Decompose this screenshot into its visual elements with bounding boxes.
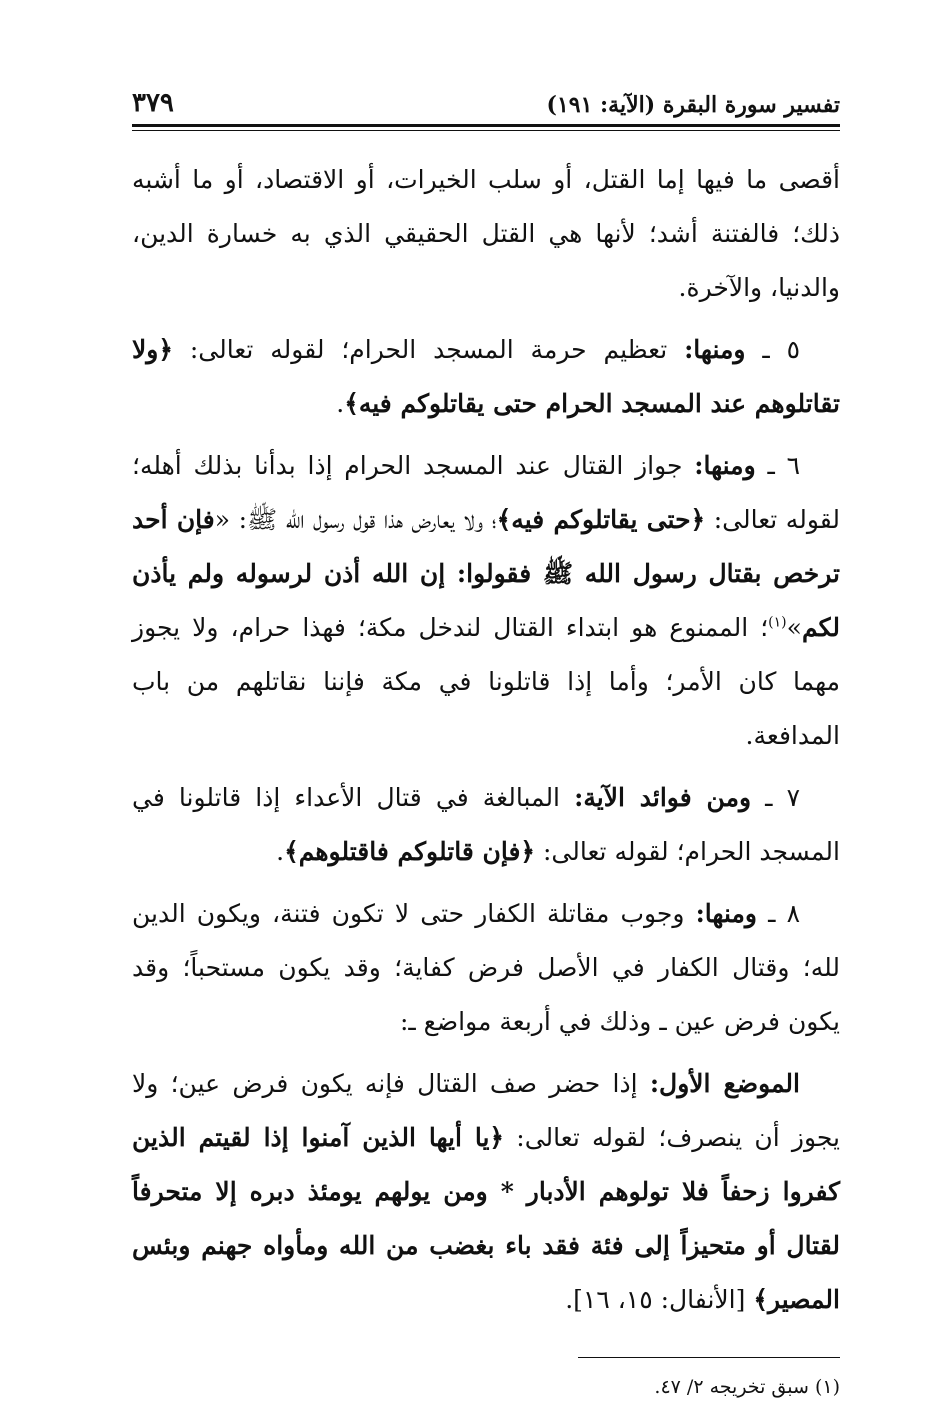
text-segment: ؛ الممنوع هو ابتداء القتال لندخل مكة؛ فهذا حرام، ولا يجوز مهما كان الأمر؛ وأما إذا قاتلونا في مكة فإننا نقاتلهم من باب المدافعة. — [132, 613, 840, 750]
paragraph-p1 — [132, 153, 840, 315]
bold-text-segment: ومن فوائد الآية: — [574, 783, 752, 812]
text-segment: ٥ ـ — [745, 335, 800, 364]
text-segment: . — [336, 389, 345, 418]
header-rule-thin — [132, 130, 840, 131]
footnote: (١) سبق تخريجه ٢/ ٤٧. — [654, 1376, 840, 1398]
bold-text-segment: ﴿حتى يقاتلوكم فيه﴾ — [496, 505, 706, 534]
text-segment: ؛ ولا يعارض هذا قول رسول الله ﷺ: « — [214, 505, 497, 534]
text-segment: ٧ ـ — [751, 783, 801, 812]
bold-text-segment: ﴿ولا تقاتلوهم عند المسجد الحرام حتى يقاتلوكم فيه﴾ — [132, 335, 840, 418]
text-segment: » — [786, 613, 802, 642]
bold-text-segment: ومنها: — [694, 451, 756, 480]
paragraph-p7 — [132, 771, 840, 879]
running-title: تفسير سورة البقرة (الآية: ١٩١) — [546, 92, 840, 118]
text-segment: . — [276, 837, 285, 866]
text-segment: ٦ ـ — [755, 451, 800, 480]
book-page — [132, 78, 840, 1402]
bold-text-segment: ومنها: — [695, 899, 757, 928]
text-segment: المبالغة في قتال الأعداء إذا قاتلونا في المسجد الحرام؛ لقوله تعالى: — [132, 783, 840, 866]
page-number: ٣٧٩ — [132, 88, 174, 118]
footnote-marker: (١) — [768, 614, 787, 631]
text-segment: تعظيم حرمة المسجد الحرام؛ لقوله تعالى: — [172, 335, 685, 364]
text-segment: أقصى ما فيها إما القتل، أو سلب الخيرات، أو الاقتصاد، أو ما أشبه ذلك؛ فالفتنة أشد؛ لأنها هي القتل الحقيقي الذي به خسارة الدين، والدنيا، والآخرة. — [132, 165, 840, 302]
text-segment: ٨ ـ — [756, 899, 800, 928]
bold-text-segment: الموضع الأول: — [649, 1069, 800, 1098]
paragraph-p5 — [132, 323, 840, 431]
footnote-separator — [578, 1357, 840, 1358]
paragraph-p8 — [132, 887, 840, 1049]
header-rule-thick — [132, 124, 840, 127]
text-segment: وجوب مقاتلة الكفار حتى لا تكون فتنة، ويكون الدين لله؛ وقتال الكفار في الأصل فرض كفاية؛ وقد يكون مستحباً؛ وقد يكون فرض عين ـ وذلك في أربعة مواضع ـ: — [132, 899, 840, 1036]
paragraph-p6 — [132, 439, 840, 763]
page-header — [132, 78, 840, 122]
body-text — [132, 153, 840, 1327]
text-segment: [الأنفال: ١٥، ١٦]. — [565, 1285, 754, 1314]
bold-text-segment: ﴿يا أيها الذين آمنوا إذا لقيتم الذين كفروا زحفاً فلا تولوهم الأدبار * ومن يولهم يومئذ دبره إلا متحرفاً لقتال أو متحيزاً إلى فئة فقد باء بغضب من الله ومأواه جهنم وبئس المصير﴾ — [132, 1123, 840, 1314]
text-segment: جواز القتال عند المسجد الحرام إذا بدأنا بذلك أهله؛ لقوله تعالى: — [132, 451, 841, 534]
bold-text-segment: ومنها: — [684, 335, 746, 364]
bold-text-segment: ﴿فإن قاتلوكم فاقتلوهم﴾ — [284, 837, 536, 866]
text-segment: إذا حضر صف القتال فإنه يكون فرض عين؛ ولا يجوز أن ينصرف؛ لقوله تعالى: — [132, 1069, 840, 1152]
paragraph-p9 — [132, 1057, 840, 1327]
bold-text-segment: فإن أحد ترخص بقتال رسول الله ﷺ فقولوا: إن الله أذن لرسوله ولم يأذن لكم — [132, 505, 840, 642]
